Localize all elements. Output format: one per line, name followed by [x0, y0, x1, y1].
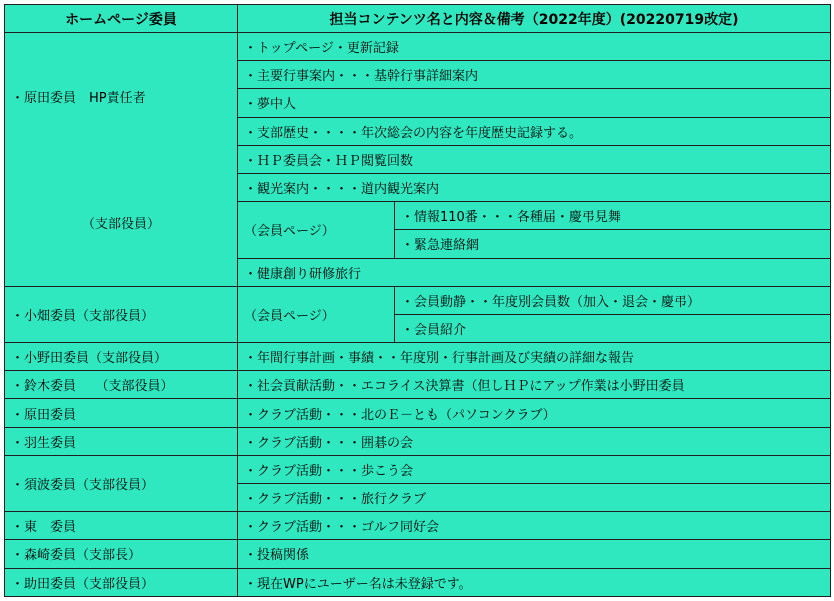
- content-cell: ・クラブ活動・・・北のＥ－とも（パソコンクラブ）: [238, 399, 831, 427]
- content-cell: ・観光案内・・・・道内観光案内: [238, 173, 831, 201]
- member-cell: ・東 委員: [5, 512, 238, 540]
- header-member: ホームページ委員: [5, 5, 238, 33]
- content-cell: ・社会貢献活動・・エコライス決算書（但しＨＰにアップ作業は小野田委員: [238, 371, 831, 399]
- members-page-label: （会員ページ）: [238, 286, 395, 342]
- member-cell: ・助田委員（支部役員）: [5, 568, 238, 596]
- member-cell-sunami: ・須波委員（支部役員）: [5, 455, 238, 511]
- members-page-label: （会員ページ）: [238, 202, 395, 258]
- table-row: [5, 427, 831, 455]
- table-row: [5, 568, 831, 596]
- content-cell: ・会員紹介: [395, 314, 831, 342]
- table-row: [5, 512, 831, 540]
- committee-table: [4, 4, 831, 597]
- table-row: [5, 455, 831, 483]
- member-cell: ・羽生委員: [5, 427, 238, 455]
- header-row: [5, 5, 831, 33]
- table-row: [5, 33, 831, 61]
- content-cell: ・会員動静・・年度別会員数（加入・退会・慶弔）: [395, 286, 831, 314]
- content-cell: ・クラブ活動・・・ゴルフ同好会: [238, 512, 831, 540]
- content-cell: ・投稿関係: [238, 540, 831, 568]
- table-row: [5, 540, 831, 568]
- member-cell: ・鈴木委員 （支部役員）: [5, 371, 238, 399]
- content-cell: ・情報110番・・・各種届・慶弔見舞: [395, 202, 831, 230]
- member-cell: ・小野田委員（支部役員）: [5, 343, 238, 371]
- content-cell: ・夢中人: [238, 89, 831, 117]
- header-content: 担当コンテンツ名と内容＆備考（2022年度）(20220719改定): [238, 5, 831, 33]
- member-role: （支部役員）: [81, 217, 160, 233]
- content-cell: ・クラブ活動・・・旅行クラブ: [238, 484, 831, 512]
- member-cell-obata: ・小畑委員（支部役員）: [5, 286, 238, 342]
- member-name: ・原田委員 HP責任者: [11, 90, 146, 106]
- member-cell: ・森崎委員（支部長）: [5, 540, 238, 568]
- content-cell: ・主要行事案内・・・基幹行事詳細案内: [238, 61, 831, 89]
- content-cell: ・クラブ活動・・・歩こう会: [238, 455, 831, 483]
- content-cell: ・ＨＰ委員会・ＨＰ閲覧回数: [238, 145, 831, 173]
- member-stack: [11, 33, 231, 286]
- member-cell-harada: [5, 33, 238, 287]
- table-row: [5, 399, 831, 427]
- content-cell: ・現在WPにユーザー名は未登録です。: [238, 568, 831, 596]
- content-cell: ・年間行事計画・事績・・年度別・行事計画及び実績の詳細な報告: [238, 343, 831, 371]
- member-cell: ・原田委員: [5, 399, 238, 427]
- content-cell: ・クラブ活動・・・囲碁の会: [238, 427, 831, 455]
- content-cell: ・緊急連絡網: [395, 230, 831, 258]
- content-cell: ・支部歴史・・・・年次総会の内容を年度歴史記録する。: [238, 117, 831, 145]
- content-cell: ・健康創り研修旅行: [238, 258, 831, 286]
- table-row: [5, 371, 831, 399]
- table-row: [5, 286, 831, 314]
- table-row: [5, 343, 831, 371]
- content-cell: ・トップページ・更新記録: [238, 33, 831, 61]
